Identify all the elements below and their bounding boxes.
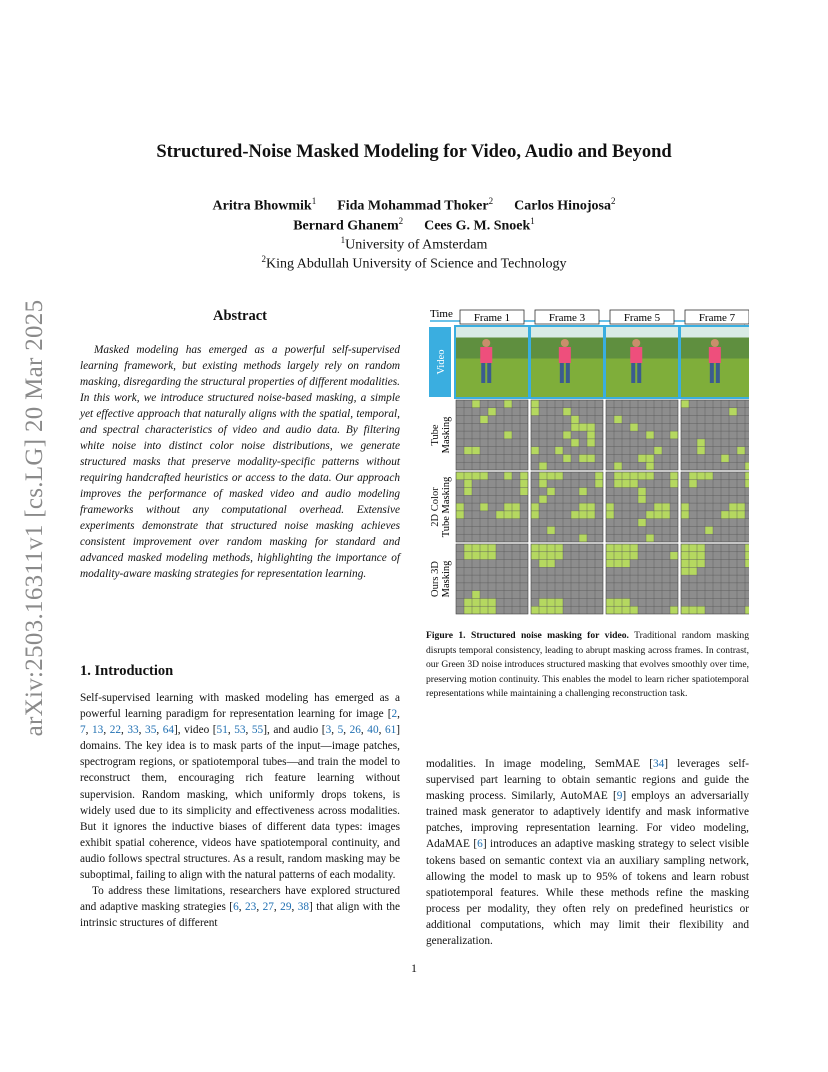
visible-patch <box>472 400 480 408</box>
visible-patch <box>606 503 614 511</box>
visible-patch <box>614 480 622 488</box>
citation-link[interactable]: 55 <box>251 724 264 737</box>
visible-patch <box>697 472 705 480</box>
masked-frame <box>456 472 528 542</box>
person-leg <box>710 363 714 383</box>
visible-patch <box>721 454 729 462</box>
row-label <box>430 416 452 454</box>
line1-author-sup-0: 1 <box>311 196 317 206</box>
line2-author-1: Cees G. M. Snoek <box>424 218 531 234</box>
visible-patch <box>472 552 480 560</box>
visible-patch <box>729 503 737 511</box>
visible-patch <box>472 598 480 606</box>
visible-patch <box>531 544 539 552</box>
visible-patch <box>555 552 563 560</box>
section-heading-introduction: 1. Introduction <box>80 663 174 679</box>
affiliation-2 <box>0 254 828 273</box>
affiliation-sup: 1 <box>340 235 346 245</box>
visible-patch <box>547 606 555 614</box>
visible-patch <box>681 567 689 575</box>
visible-patch <box>480 598 488 606</box>
visible-patch <box>606 598 614 606</box>
visible-patch <box>729 511 737 519</box>
citation-link[interactable]: 9 <box>616 790 623 803</box>
masked-frame <box>531 544 603 614</box>
visible-patch <box>555 472 563 480</box>
line1-author-1: Fida Mohammad Thoker <box>337 198 489 214</box>
visible-patch <box>737 511 745 519</box>
visible-patch <box>670 552 678 560</box>
video-frame <box>681 327 749 397</box>
visible-patch <box>464 488 472 496</box>
person-leg <box>631 363 635 383</box>
visible-patch <box>472 591 480 599</box>
visible-patch <box>638 519 646 527</box>
row-label-line-2: Tube Masking <box>441 476 452 538</box>
visible-patch <box>579 454 587 462</box>
visible-patch <box>681 503 689 511</box>
visible-patch <box>531 552 539 560</box>
visible-patch <box>547 552 555 560</box>
visible-patch <box>595 480 603 488</box>
visible-patch <box>547 526 555 534</box>
visible-patch <box>670 480 678 488</box>
visible-patch <box>480 544 488 552</box>
figure-1 <box>426 305 749 617</box>
visible-patch <box>456 511 464 519</box>
visible-patch <box>745 606 749 614</box>
visible-patch <box>697 544 705 552</box>
visible-patch <box>606 552 614 560</box>
visible-patch <box>622 560 630 568</box>
visible-patch <box>606 544 614 552</box>
visible-patch <box>614 598 622 606</box>
affiliation-1 <box>0 235 828 254</box>
visible-patch <box>630 606 638 614</box>
visible-patch <box>579 511 587 519</box>
citation-link[interactable]: 3 <box>325 724 332 737</box>
citation-link[interactable]: 26 <box>349 724 361 737</box>
visible-patch <box>614 544 622 552</box>
citation-link[interactable]: 33 <box>127 724 139 737</box>
visible-patch <box>587 511 595 519</box>
visible-patch <box>571 511 579 519</box>
visible-patch <box>587 431 595 439</box>
visible-patch <box>504 472 512 480</box>
line1-author-sup-1: 2 <box>488 196 494 206</box>
person-leg <box>560 363 564 383</box>
visible-patch <box>705 526 713 534</box>
visible-patch <box>563 408 571 416</box>
visible-patch <box>555 447 563 455</box>
visible-patch <box>555 598 563 606</box>
visible-patch <box>579 423 587 431</box>
visible-patch <box>745 560 749 568</box>
masked-frame <box>681 544 749 614</box>
visible-patch <box>745 462 749 470</box>
video-frame <box>606 327 678 397</box>
visible-patch <box>464 544 472 552</box>
visible-patch <box>622 480 630 488</box>
visible-patch <box>555 544 563 552</box>
visible-patch <box>531 400 539 408</box>
visible-patch <box>697 447 705 455</box>
visible-patch <box>504 503 512 511</box>
visible-patch <box>654 511 662 519</box>
visible-patch <box>539 560 547 568</box>
visible-patch <box>464 447 472 455</box>
affiliation-name: University of Amsterdam <box>345 237 488 253</box>
page-number: 1 <box>411 961 417 975</box>
visible-patch <box>595 472 603 480</box>
visible-patch <box>689 472 697 480</box>
person-shirt <box>709 347 721 363</box>
visible-patch <box>539 552 547 560</box>
citation-link[interactable]: 38 <box>297 901 310 914</box>
visible-patch <box>520 480 528 488</box>
visible-patch <box>614 416 622 424</box>
visible-patch <box>614 472 622 480</box>
visible-patch <box>555 606 563 614</box>
visible-patch <box>622 552 630 560</box>
affiliation-name: King Abdullah University of Science and Technology <box>266 256 567 272</box>
visible-patch <box>681 400 689 408</box>
introduction-text <box>80 690 400 931</box>
visible-patch <box>488 552 496 560</box>
figure-caption-text: Traditional random masking disrupts temporal consistency, leading to abrupt masking across frames. In contrast, our Green 3D noise introduces structured masking that evolves smoothly over time, preserving motion continuity. This enables the model to learn richer spatiotemporal representations while maintaining a challenging reconstruction task. <box>426 630 749 700</box>
visible-patch <box>681 552 689 560</box>
visible-patch <box>472 544 480 552</box>
right-column-text <box>426 756 749 949</box>
visible-patch <box>614 560 622 568</box>
visible-patch <box>480 416 488 424</box>
visible-patch <box>646 534 654 542</box>
visible-patch <box>681 606 689 614</box>
visible-patch <box>729 408 737 416</box>
visible-patch <box>464 552 472 560</box>
visible-patch <box>654 447 662 455</box>
row-label-line-1: Ours 3D <box>430 561 441 597</box>
visible-patch <box>587 503 595 511</box>
right-paragraph: modalities. In image modeling, SemMAE [34] leverages self-supervised part learning to obtain semantic regions and guide the masking process. Similarly, AutoMAE [9] employs an adversarially trained mask generator to adaptively identify and mask informative patches, improving representation learning. For video modeling, AdaMAE [6] introduces an adaptive masking strategy to select visible tokens based on semantic context via an auxiliary sampling network, allowing the model to mask up to 95% of tokens and learn robust spatiotemporal features. While these methods refine the masking process per modality, they often rely on predefined heuristics or additional computations, which may limit their flexibility and generalization. <box>426 758 750 948</box>
visible-patch <box>689 480 697 488</box>
masked-frame <box>531 400 603 470</box>
frame-label: Frame 3 <box>548 312 586 324</box>
visible-patch <box>539 606 547 614</box>
figure-caption-title: Structured noise masking for video. <box>470 630 629 641</box>
figure-rows <box>429 325 749 614</box>
citation-link[interactable]: 61 <box>384 724 397 737</box>
video-frame <box>456 327 528 397</box>
visible-patch <box>504 400 512 408</box>
frame-grass <box>606 359 678 398</box>
visible-patch <box>547 472 555 480</box>
visible-patch <box>630 480 638 488</box>
visible-patch <box>480 552 488 560</box>
citation-link[interactable]: 34 <box>652 758 665 770</box>
visible-patch <box>670 606 678 614</box>
row-label-line-1: Tube <box>430 424 441 446</box>
visible-patch <box>697 552 705 560</box>
citation-link[interactable]: 13 <box>92 724 104 737</box>
visible-patch <box>606 606 614 614</box>
visible-patch <box>480 503 488 511</box>
masked-frame <box>606 544 678 614</box>
visible-patch <box>539 598 547 606</box>
citation-link[interactable]: 5 <box>337 724 344 737</box>
citation-link[interactable]: 40 <box>367 724 379 737</box>
row-label-line-1: 2D Color <box>430 487 441 527</box>
visible-patch <box>520 488 528 496</box>
visible-patch <box>579 503 587 511</box>
visible-patch <box>689 544 697 552</box>
visible-patch <box>472 447 480 455</box>
visible-patch <box>531 606 539 614</box>
frame-label: Frame 7 <box>698 312 736 324</box>
visible-patch <box>531 447 539 455</box>
visible-patch <box>464 598 472 606</box>
citation-link[interactable]: 7 <box>80 724 86 737</box>
visible-patch <box>563 454 571 462</box>
visible-patch <box>745 552 749 560</box>
time-label: Time <box>430 308 453 320</box>
visible-patch <box>681 560 689 568</box>
visible-patch <box>646 472 654 480</box>
visible-patch <box>472 472 480 480</box>
frame-grass <box>681 359 749 398</box>
visible-patch <box>531 511 539 519</box>
abstract-heading: Abstract <box>213 308 267 324</box>
visible-patch <box>587 439 595 447</box>
visible-patch <box>539 480 547 488</box>
visible-patch <box>472 606 480 614</box>
line2-author-0: Bernard Ghanem <box>293 218 399 234</box>
visible-patch <box>721 511 729 519</box>
visible-patch <box>571 439 579 447</box>
figure-header <box>430 308 749 325</box>
line2-author-sup-1: 1 <box>530 216 535 226</box>
visible-patch <box>480 606 488 614</box>
intro-paragraph-2: To address these limitations, researchers have explored structured and adaptive masking strategies [6, 23, 27, 29, 38] that align with the intrinsic structures of different <box>80 885 401 930</box>
visible-patch <box>539 495 547 503</box>
visible-patch <box>456 472 464 480</box>
visible-patch <box>630 544 638 552</box>
paper-title: Structured-Noise Masked Modeling for Video, Audio and Beyond <box>156 142 672 162</box>
line1-author-0: Aritra Bhowmik <box>212 198 312 214</box>
person-leg <box>566 363 570 383</box>
visible-patch <box>512 511 520 519</box>
visible-patch <box>496 511 504 519</box>
visible-patch <box>638 495 646 503</box>
masked-frame <box>531 472 603 542</box>
visible-patch <box>689 552 697 560</box>
person-shirt <box>630 347 642 363</box>
citation-link[interactable]: 29 <box>280 901 292 914</box>
visible-patch <box>579 488 587 496</box>
visible-patch <box>670 431 678 439</box>
person-leg <box>716 363 720 383</box>
citation-link[interactable]: 23 <box>245 901 257 914</box>
citation-link[interactable]: 6 <box>477 838 483 851</box>
visible-patch <box>737 447 745 455</box>
visible-patch <box>630 472 638 480</box>
visible-patch <box>622 472 630 480</box>
visible-patch <box>571 423 579 431</box>
person-leg <box>637 363 641 383</box>
citation-link[interactable]: 64 <box>162 724 175 737</box>
visible-patch <box>547 544 555 552</box>
visible-patch <box>697 606 705 614</box>
citation-link[interactable]: 2 <box>391 708 398 721</box>
visible-patch <box>630 552 638 560</box>
person-shirt <box>480 347 492 363</box>
frame-label: Frame 5 <box>623 312 661 324</box>
citation-link[interactable]: 53 <box>234 724 246 737</box>
visible-patch <box>606 560 614 568</box>
visible-patch <box>662 511 670 519</box>
visible-patch <box>456 503 464 511</box>
intro-paragraph-1: Self-supervised learning with masked modeling has emerged as a powerful learning paradigm for representation learning for image [2, 7, 13, 22, 33, 35, 64], video [51, 53, 55], and audio [3, 5, 26, 40, 61] domains. The key idea is to mask parts of the input—image patches, spectrogram regions, or spatiotemporal tubes—and train the model to reconstruct them, encouraging rich feature learning without supervision. Random masking, which uniformly drops tokens, is widely used due to its simplicity and effectiveness across modalities. But it ignores the inductive biases of different data types: images exhibit spatial coherence, videos have spatiotemporal continuity, and audio follows spectral structures. As a result, random masking may be suboptimal, failing to align with the natural patterns of each modality. <box>80 692 401 882</box>
visible-patch <box>480 472 488 480</box>
visible-patch <box>622 606 630 614</box>
visible-patch <box>520 472 528 480</box>
visible-patch <box>745 480 749 488</box>
visible-patch <box>745 472 749 480</box>
person-head <box>711 339 719 347</box>
abstract-body: Masked modeling has emerged as a powerful self-supervised learning framework, but existing methods largely rely on random masking, disregarding the structural properties of different modalities. In this work, we introduce structured noise-based masking, a simple yet effective approach that naturally aligns with the spatial, temporal, and spectral characteristics of video and audio data. By filtering white noise into distinct color noise distributions, we generate structured masks that preserve modality-specific patterns without requiring handcrafted heuristics or access to the data. Our approach improves the performance of masked video and audio modeling frameworks without any computational overhead. Extensive experiments demonstrate that structured noise masking achieves consistent improvement over random masking for standard and advanced masked modeling methods, highlighting the importance of modality-aware masking strategies for representation learning. <box>80 344 400 580</box>
visible-patch <box>539 544 547 552</box>
visible-patch <box>606 511 614 519</box>
visible-patch <box>705 472 713 480</box>
authors-line-1 <box>0 196 828 215</box>
visible-patch <box>646 511 654 519</box>
citation-link[interactable]: 51 <box>216 724 228 737</box>
visible-patch <box>638 454 646 462</box>
row-label-line-1: Video <box>436 349 447 375</box>
visible-patch <box>464 606 472 614</box>
visible-patch <box>504 511 512 519</box>
masked-frame <box>456 400 528 470</box>
visible-patch <box>662 503 670 511</box>
citation-link[interactable]: 27 <box>262 901 274 914</box>
visible-patch <box>464 480 472 488</box>
visible-patch <box>512 503 520 511</box>
visible-patch <box>587 423 595 431</box>
authors-line-2 <box>0 216 828 235</box>
visible-patch <box>689 606 697 614</box>
visible-patch <box>539 472 547 480</box>
visible-patch <box>547 560 555 568</box>
visible-patch <box>681 511 689 519</box>
frame-label: Frame 1 <box>473 312 511 324</box>
row-label-line-2: Masking <box>441 560 452 598</box>
visible-patch <box>646 431 654 439</box>
person-leg <box>487 363 491 383</box>
visible-patch <box>638 488 646 496</box>
visible-patch <box>464 472 472 480</box>
arxiv-stamp: arXiv:2503.16311v1 [cs.LG] 20 Mar 2025 <box>21 299 48 737</box>
person-head <box>632 339 640 347</box>
visible-patch <box>547 598 555 606</box>
person-head <box>482 339 490 347</box>
visible-patch <box>504 431 512 439</box>
visible-patch <box>697 439 705 447</box>
visible-patch <box>614 552 622 560</box>
masked-frame <box>456 544 528 614</box>
visible-patch <box>689 560 697 568</box>
visible-patch <box>531 503 539 511</box>
person-leg <box>481 363 485 383</box>
citation-link[interactable]: 6 <box>233 901 239 914</box>
row-label <box>430 476 452 537</box>
visible-patch <box>638 472 646 480</box>
visible-patch <box>488 544 496 552</box>
person-head <box>561 339 569 347</box>
affiliation-sup: 2 <box>261 254 266 264</box>
row-label <box>430 560 452 598</box>
visible-patch <box>646 454 654 462</box>
frame-grass <box>456 359 528 398</box>
line1-author-sup-2: 2 <box>610 196 616 206</box>
mask-background <box>681 400 749 470</box>
visible-patch <box>670 472 678 480</box>
masked-frame <box>681 400 749 470</box>
person-shirt <box>559 347 571 363</box>
citation-link[interactable]: 35 <box>145 724 157 737</box>
visible-patch <box>737 503 745 511</box>
masked-frame <box>681 472 749 542</box>
citation-link[interactable]: 22 <box>109 724 121 737</box>
visible-patch <box>571 416 579 424</box>
line2-author-sup-0: 2 <box>398 216 404 226</box>
visible-patch <box>630 423 638 431</box>
masked-frame <box>606 472 678 542</box>
row-label <box>429 327 451 397</box>
visible-patch <box>579 534 587 542</box>
video-frame <box>531 327 603 397</box>
visible-patch <box>587 454 595 462</box>
visible-patch <box>689 567 697 575</box>
row-label-line-2: Masking <box>441 416 452 454</box>
visible-patch <box>622 544 630 552</box>
visible-patch <box>745 544 749 552</box>
visible-patch <box>563 431 571 439</box>
visible-patch <box>531 408 539 416</box>
visible-patch <box>614 606 622 614</box>
visible-patch <box>681 544 689 552</box>
figure-caption <box>426 629 749 702</box>
visible-patch <box>614 462 622 470</box>
visible-patch <box>488 408 496 416</box>
visible-patch <box>697 560 705 568</box>
figure-caption-label: Figure 1. <box>426 630 466 641</box>
visible-patch <box>654 503 662 511</box>
line1-author-2: Carlos Hinojosa <box>514 198 611 214</box>
visible-patch <box>488 606 496 614</box>
visible-patch <box>646 462 654 470</box>
visible-patch <box>488 598 496 606</box>
visible-patch <box>547 488 555 496</box>
visible-patch <box>622 598 630 606</box>
masked-frame <box>606 400 678 470</box>
visible-patch <box>539 462 547 470</box>
